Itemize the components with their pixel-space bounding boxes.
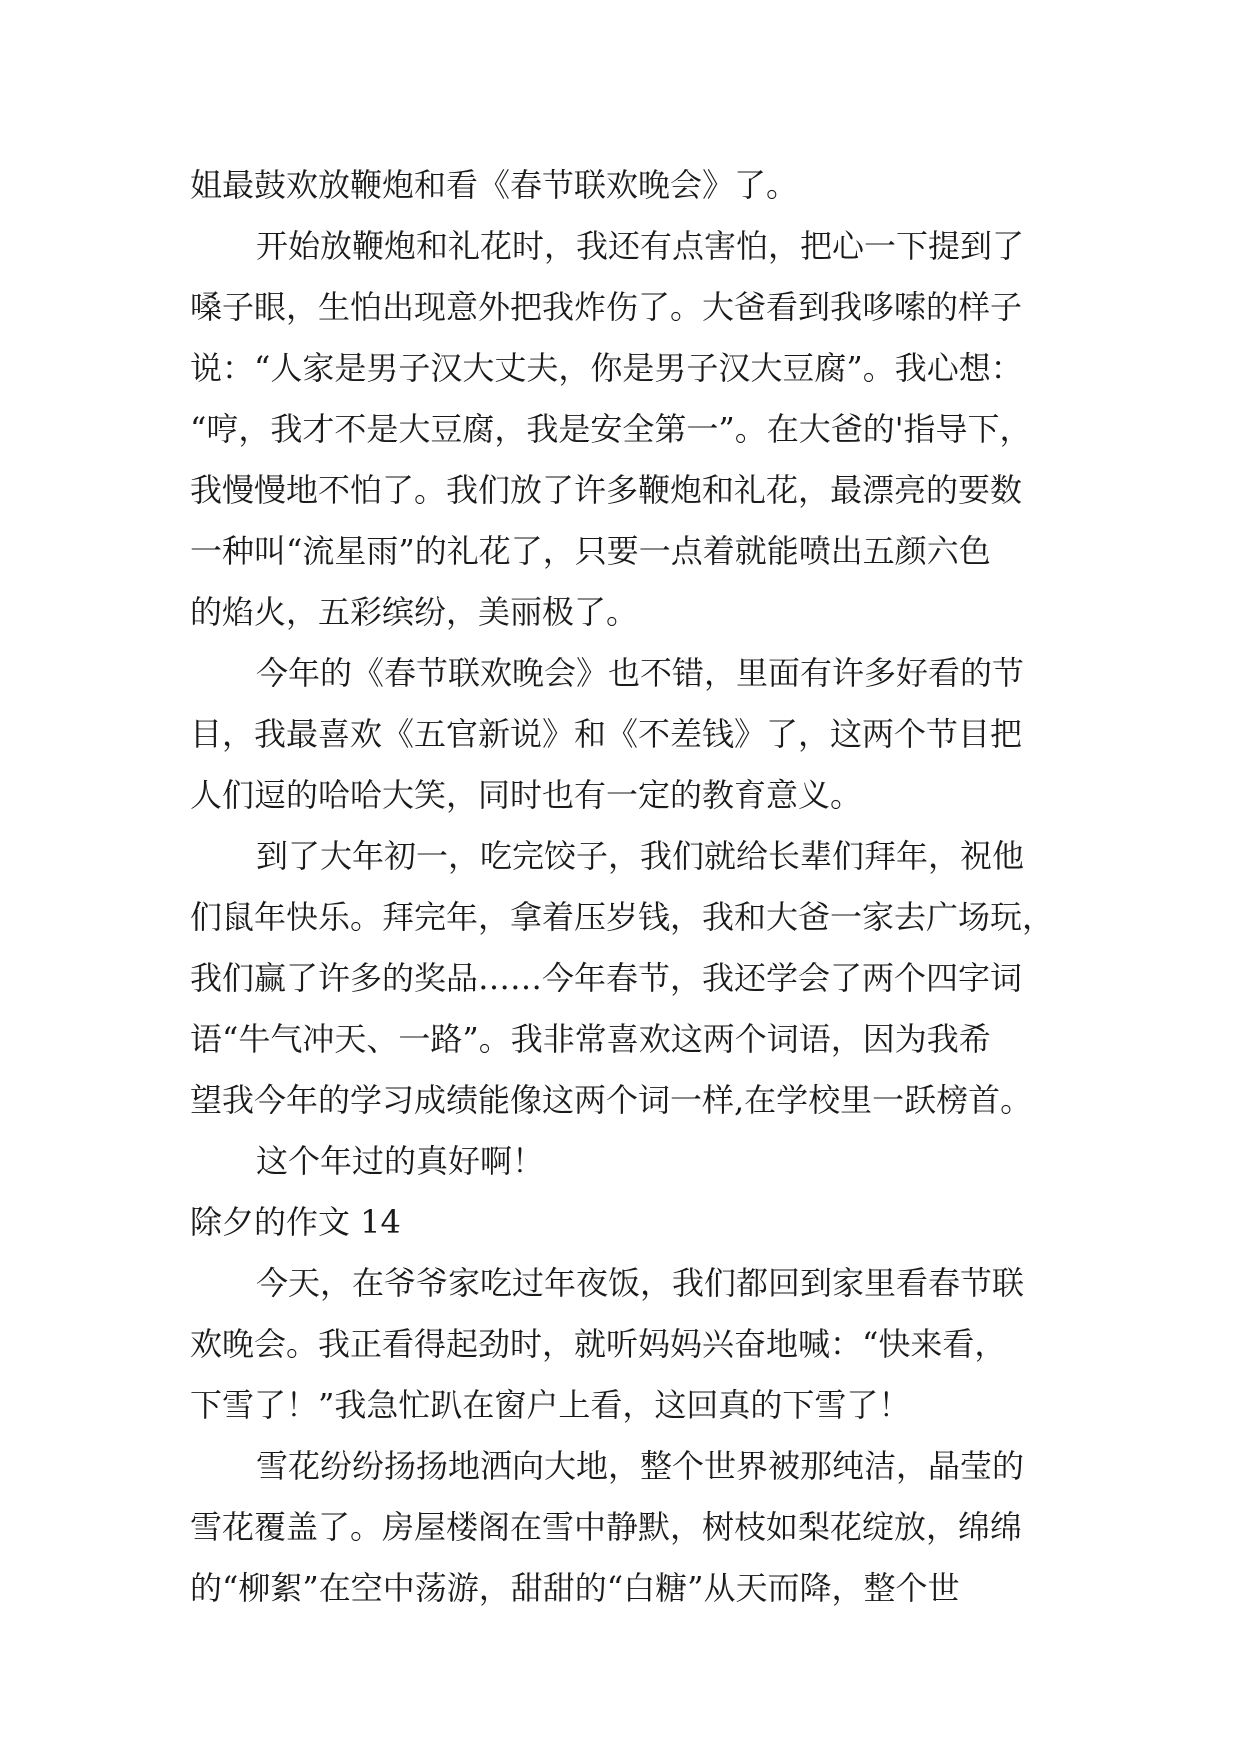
- paragraph-line: 的“柳絮”在空中荡游，甜甜的“白糖”从天而降，整个世: [190, 1569, 960, 1607]
- paragraph-line: “哼，我才不是大豆腐，我是安全第一”。在大爸的'指导下，: [190, 410, 1032, 448]
- paragraph-line: 人们逗的哈哈大笑，同时也有一定的教育意义。: [190, 776, 863, 814]
- paragraph-line: 我们赢了许多的奖品……今年春节，我还学会了两个四字词: [190, 959, 1023, 997]
- paragraph-line: 开始放鞭炮和礼花时，我还有点害怕，把心一下提到了: [256, 227, 1025, 265]
- paragraph-line: 这个年过的真好啊！: [256, 1142, 545, 1180]
- paragraph-line: 我慢慢地不怕了。我们放了许多鞭炮和礼花，最漂亮的要数: [190, 471, 1023, 509]
- paragraph-line: 到了大年初一，吃完饺子，我们就给长辈们拜年，祝他: [256, 837, 1025, 875]
- paragraph-line: 下雪了！”我急忙趴在窗户上看，这回真的下雪了！: [190, 1386, 911, 1424]
- paragraph-line: 的焰火，五彩缤纷，美丽极了。: [190, 593, 639, 631]
- paragraph-line: 们鼠年快乐。拜完年，拿着压岁钱，我和大爸一家去广场玩，: [190, 898, 1055, 936]
- paragraph-line: 今年的《春节联欢晚会》也不错，里面有许多好看的节: [256, 654, 1025, 692]
- paragraph-line: 语“牛气冲天、一路”。我非常喜欢这两个词语，因为我希: [190, 1020, 991, 1058]
- paragraph-line: 欢晚会。我正看得起劲时，就听妈妈兴奋地喊：“快来看，: [190, 1325, 1007, 1363]
- section-title: 除夕的作文 14: [190, 1203, 401, 1241]
- paragraph-line: 目，我最喜欢《五官新说》和《不差钱》了，这两个节目把: [190, 715, 1023, 753]
- paragraph-line: 一种叫“流星雨”的礼花了，只要一点着就能喷出五颜六色: [190, 532, 991, 570]
- paragraph-line: 说：“人家是男子汉大丈夫，你是男子汉大豆腐”。我心想：: [190, 349, 1023, 387]
- paragraph-line: 今天，在爷爷家吃过年夜饭，我们都回到家里看春节联: [256, 1264, 1025, 1302]
- paragraph-line: 雪花覆盖了。房屋楼阁在雪中静默，树枝如梨花绽放，绵绵: [190, 1508, 1023, 1546]
- paragraph-line: 望我今年的学习成绩能像这两个词一样,在学校里一跃榜首。: [190, 1081, 1033, 1119]
- paragraph-line: 雪花纷纷扬扬地洒向大地，整个世界被那纯洁，晶莹的: [256, 1447, 1025, 1485]
- paragraph-line: 嗓子眼，生怕出现意外把我炸伤了。大爸看到我哆嗦的样子: [190, 288, 1023, 326]
- paragraph-line: 姐最鼓欢放鞭炮和看《春节联欢晚会》了。: [190, 166, 799, 204]
- document-body: [190, 155, 1055, 1619]
